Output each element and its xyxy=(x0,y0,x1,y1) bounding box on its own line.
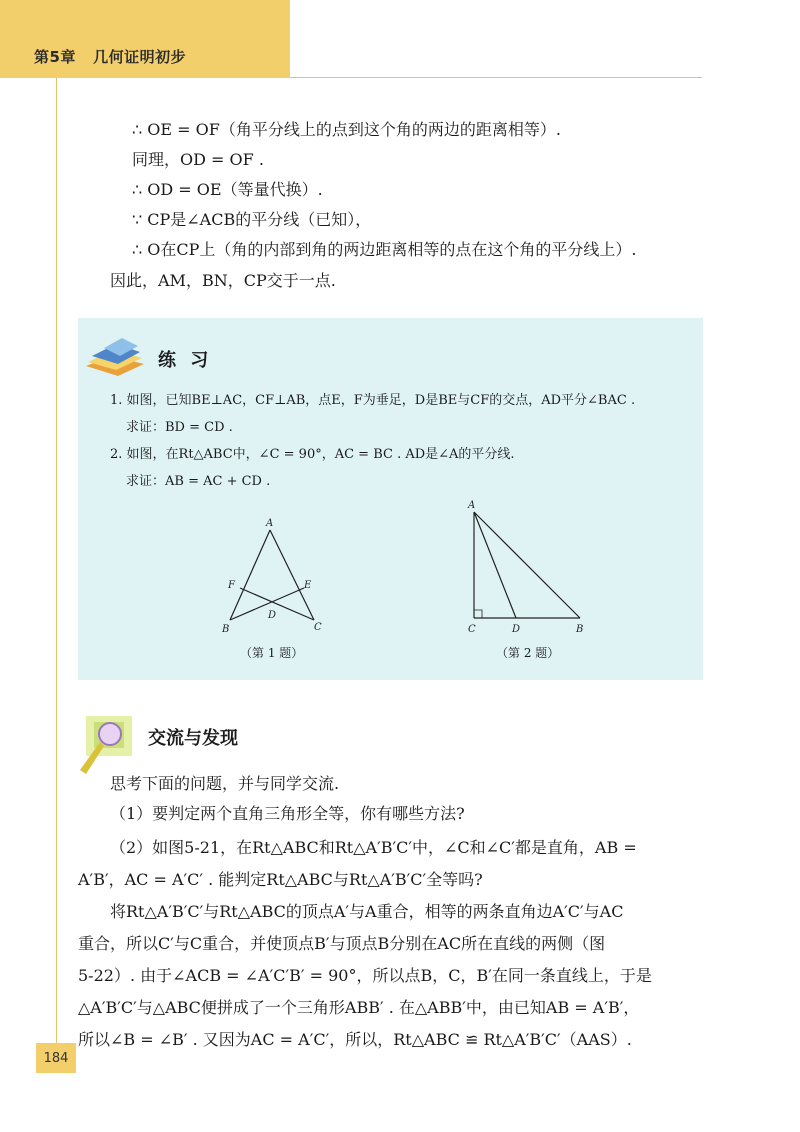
proof-line: ∴ OD = OE（等量代换）. xyxy=(132,180,323,199)
discussion-line: （2）如图5-21，在Rt△ABC和Rt△A′B′C′中，∠C和∠C′都是直角，AB = xyxy=(110,838,637,857)
proof-line: 同理，OD = OF . xyxy=(132,150,264,169)
margin-rule xyxy=(56,78,57,1043)
discussion-line: 所以∠B = ∠B′ . 又因为AC = A′C′，所以，Rt△ABC ≌ Rt△A′B′C′（AAS）. xyxy=(78,1030,632,1049)
fig1-label-c: C xyxy=(314,622,322,633)
fig1-label-d: D xyxy=(268,610,277,621)
header-rule xyxy=(290,77,702,78)
discussion-line: 将Rt△A′B′C′与Rt△ABC的顶点A′与A重合，相等的两条直角边A′C′与AC xyxy=(110,902,624,921)
proof-line: ∴ OE = OF（角平分线上的点到这个角的两边的距离相等）. xyxy=(132,120,561,139)
fig2-label-a: A xyxy=(468,500,476,511)
practice-item: 1. 如图，已知BE⊥AC，CF⊥AB，点E，F为垂足，D是BE与CF的交点，AD平分∠BAC . xyxy=(110,393,636,408)
proof-conclusion: 因此，AM，BN，CP交于一点. xyxy=(110,271,336,290)
fig1-label-a: A xyxy=(266,518,274,529)
discussion-line: △A′B′C′与△ABC便拼成了一个三角形ABB′ . 在△ABB′中，由已知AB = A′B′， xyxy=(78,998,640,1017)
practice-item: 求证：AB = AC + CD . xyxy=(126,474,271,489)
figure-1-triangle xyxy=(212,512,332,637)
practice-box xyxy=(78,318,703,680)
chapter-header xyxy=(34,46,186,67)
discussion-line: 思考下面的问题，并与同学交流. xyxy=(110,774,340,793)
fig2-label-b: B xyxy=(576,624,584,635)
discussion-line: （1）要判定两个直角三角形全等，你有哪些方法? xyxy=(110,804,465,823)
fig1-label-e: E xyxy=(304,580,312,591)
discussion-line: 5-22）. 由于∠ACB = ∠A′C′B′ = 90°，所以点B，C，B′在同一条直线上，于是 xyxy=(78,966,652,985)
proof-line: ∴ O在CP上（角的内部到角的两边距离相等的点在这个角的平分线上）. xyxy=(132,240,637,259)
figure-2-caption: （第 2 题） xyxy=(496,646,560,660)
fig1-label-f: F xyxy=(228,580,235,591)
practice-item: 求证：BD = CD . xyxy=(126,420,233,435)
discussion-magnifier-icon xyxy=(76,712,140,782)
page-number: 184 xyxy=(36,1043,76,1073)
fig2-label-d: D xyxy=(512,624,521,635)
chapter-number: 第5章 xyxy=(34,48,76,66)
discussion-line: A′B′，AC = A′C′ . 能判定Rt△ABC与Rt△A′B′C′全等吗? xyxy=(78,870,483,889)
practice-title: 练 习 xyxy=(158,350,213,371)
discussion-line: 重合，所以C′与C重合，并使顶点B′与顶点B分别在AC所在直线的两侧（图 xyxy=(78,934,606,953)
figure-2-right-triangle xyxy=(460,496,600,641)
figure-1-caption: （第 1 题） xyxy=(240,646,304,660)
fig1-label-b: B xyxy=(222,624,230,635)
chapter-title: 几何证明初步 xyxy=(93,48,187,66)
discussion-title: 交流与发现 xyxy=(148,728,238,749)
proof-line: ∵ CP是∠ACB的平分线（已知）， xyxy=(132,210,372,229)
practice-item: 2. 如图，在Rt△ABC中，∠C = 90°，AC = BC . AD是∠A的平分线. xyxy=(110,447,515,462)
fig2-label-c: C xyxy=(468,624,476,635)
practice-book-icon xyxy=(82,336,150,384)
